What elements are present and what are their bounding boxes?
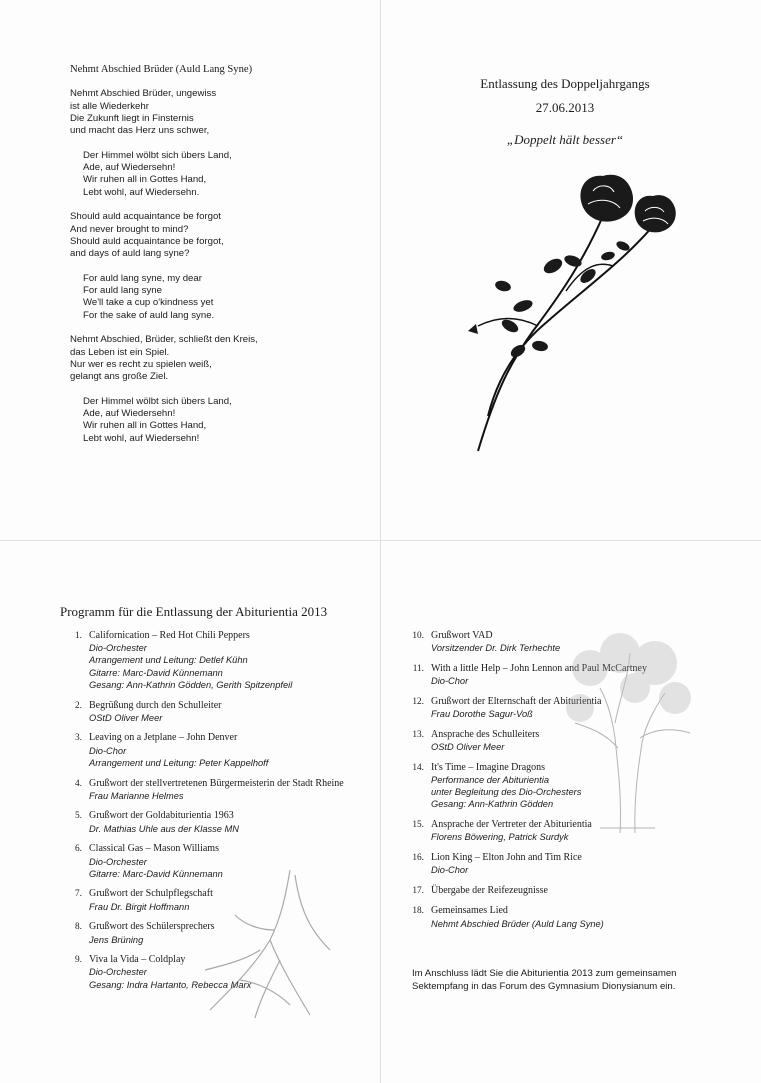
program-item-number: 17. xyxy=(412,885,424,896)
program-item-detail: unter Begleitung des Dio-Orchesters xyxy=(431,787,582,798)
lyric-line: Die Zukunft liegt in Finsternis xyxy=(70,112,194,124)
lyric-line: And never brought to mind? xyxy=(70,223,189,235)
closing-invitation: Im Anschluss lädt Sie die Abiturientia 2013 zum gemeinsamen Sektempfang in das Forum des Gymnasium Dionysianum ein. xyxy=(412,968,677,992)
program-item-title: Grußwort der Schulpflegschaft xyxy=(89,888,213,900)
program-item-detail: Dio-Orchester xyxy=(89,643,147,654)
lyric-line: Ade, auf Wiedersehn! xyxy=(83,162,176,174)
program-item-title: Übergabe der Reifezeugnisse xyxy=(431,884,548,896)
lyric-line: gelangt ans große Ziel. xyxy=(70,371,169,383)
lyric-line: Nehmt Abschied, Brüder, schließt den Kreis, xyxy=(70,334,258,346)
program-item-number: 16. xyxy=(412,852,424,863)
stanza xyxy=(70,211,370,260)
program-item-title: Ansprache der Vertreter der Abiturientia xyxy=(431,818,592,830)
lyric-line: For the sake of auld lang syne. xyxy=(83,309,215,321)
song-stanzas xyxy=(70,88,370,445)
cover-motto: „Doppelt hält besser“ xyxy=(506,132,624,147)
tree-sketch xyxy=(560,628,700,838)
lyric-line: und macht das Herz uns schwer, xyxy=(70,125,210,137)
roots-sketch xyxy=(200,870,350,1020)
program-item-detail: Frau Dorothe Sagur-Voß xyxy=(431,709,533,720)
program-item-detail: Arrangement und Leitung: Peter Kappelhoff xyxy=(89,757,269,768)
program-item-number: 1. xyxy=(75,631,82,641)
program-item-detail: Gesang: Indra Hartanto, Rebecca Marx xyxy=(89,979,252,990)
program-item xyxy=(62,732,374,769)
program-item-number: 2. xyxy=(75,700,82,711)
program-item-number: 4. xyxy=(75,778,82,789)
program-item-number: 14. xyxy=(412,762,424,773)
lyric-line: Nehmt Abschied Brüder, ungewiss xyxy=(70,88,217,100)
program-item-number: 18. xyxy=(412,906,424,917)
stanza xyxy=(70,396,370,445)
lyric-line: Ade, auf Wiedersehn! xyxy=(83,408,176,420)
program-item-detail: Dio-Orchester xyxy=(89,967,147,978)
program-item-title: Lion King – Elton John and Tim Rice xyxy=(431,851,582,863)
lyric-line: We'll take a cup o'kindness yet xyxy=(83,297,214,309)
program-item-number: 11. xyxy=(412,663,424,674)
song-title: Nehmt Abschied Brüder (Auld Lang Syne) xyxy=(70,64,253,75)
program-item xyxy=(404,852,724,876)
page-fold-vertical xyxy=(380,0,381,1083)
stanza xyxy=(70,88,370,137)
lyric-line: Should auld acquaintance be forgot xyxy=(70,211,221,223)
program-item-number: 8. xyxy=(75,922,82,933)
lyric-line: For auld lang syne xyxy=(83,285,162,297)
program-item-title: Gemeinsames Lied xyxy=(431,905,508,917)
program-item-detail: Gesang: Ann-Kathrin Gödden xyxy=(431,799,554,810)
cover-date: 27.06.2013 xyxy=(535,100,595,115)
program-item-title: Grußwort der stellvertretenen Bürgermeisterin der Stadt Rheine xyxy=(89,777,344,789)
program-item-number: 7. xyxy=(75,889,82,900)
song-lyrics xyxy=(70,64,370,457)
program-item-detail: Gesang: Ann-Kathrin Gödden, Gerith Spitzenpfeil xyxy=(89,679,293,690)
program-item-detail: Dio-Chor xyxy=(89,745,127,756)
lyric-line: Lebt wohl, auf Wiedersehn. xyxy=(83,186,200,198)
program-item-title: Grußwort VAD xyxy=(431,630,493,641)
program-item-detail: Arrangement und Leitung: Detlef Kühn xyxy=(89,655,248,666)
program-item-title: Grußwort der Elternschaft der Abiturientia xyxy=(431,695,602,707)
program-item-title: Viva la Vida – Coldplay xyxy=(89,954,186,966)
lyric-line: For auld lang syne, my dear xyxy=(83,272,202,284)
program-title: Programm für die Entlassung der Abiturientia 2013 xyxy=(60,604,328,619)
program-item-title: Begrüßung durch den Schulleiter xyxy=(89,699,222,711)
program-item-detail: Performance der Abiturientia xyxy=(431,774,549,785)
program-item-number: 10. xyxy=(412,631,424,641)
program-item-detail: Dr. Mathias Uhle aus der Klasse MN xyxy=(89,823,240,834)
cover-title: Entlassung des Doppeljahrgangs xyxy=(480,76,650,91)
lyric-line: Wir ruhen all in Gottes Hand, xyxy=(83,174,207,186)
page-fold-horizontal xyxy=(0,540,761,541)
program-item-title: Californication – Red Hot Chili Peppers xyxy=(89,630,250,641)
program-item-number: 13. xyxy=(412,729,424,740)
stanza xyxy=(70,334,370,383)
program-item-title: Ansprache des Schulleiters xyxy=(431,728,540,740)
program-item-title: Leaving on a Jetplane – John Denver xyxy=(89,732,238,744)
program-item xyxy=(62,778,374,802)
lyric-line: Should auld acquaintance be forgot, xyxy=(70,235,224,247)
lyric-line: Lebt wohl, auf Wiedersehn! xyxy=(83,432,200,444)
program-item-number: 3. xyxy=(75,733,82,744)
program-item-detail: Frau Dr. Birgit Hoffmann xyxy=(89,901,190,912)
program-item-number: 12. xyxy=(412,696,424,707)
lyric-line: Der Himmel wölbt sich übers Land, xyxy=(83,149,232,161)
rose-illustration xyxy=(448,166,698,456)
program-item xyxy=(404,885,724,897)
cover xyxy=(400,66,730,148)
program-item-title: With a little Help – John Lennon and Paul McCartney xyxy=(431,662,647,674)
program-item-detail: Florens Böwering, Patrick Surdyk xyxy=(431,832,569,843)
stanza xyxy=(70,150,370,199)
program-item-detail: Dio-Chor xyxy=(431,865,469,876)
program-item-number: 5. xyxy=(75,811,82,822)
program-item-detail: Vorsitzender Dr. Dirk Terhechte xyxy=(431,643,561,654)
program-item-detail: Frau Marianne Helmes xyxy=(89,790,184,801)
stanza xyxy=(70,273,370,322)
lyric-line: Nur wer es recht zu spielen weiß, xyxy=(70,358,212,370)
program-item xyxy=(62,630,374,691)
program-item-detail: Gitarre: Marc-David Künnemann xyxy=(89,667,223,678)
program-item-detail: OStD Oliver Meer xyxy=(89,712,163,723)
program-item-detail: OStD Oliver Meer xyxy=(431,741,505,752)
program-item xyxy=(404,905,724,929)
program-item-title: Grußwort des Schülersprechers xyxy=(89,921,215,933)
program-item-number: 9. xyxy=(75,955,82,966)
program-item-detail: Dio-Chor xyxy=(431,676,469,687)
lyric-line: das Leben ist ein Spiel. xyxy=(70,346,170,358)
program-item-title: Classical Gas – Mason Williams xyxy=(89,843,219,855)
lyric-line: ist alle Wiederkehr xyxy=(70,100,149,112)
lyric-line: Der Himmel wölbt sich übers Land, xyxy=(83,395,232,407)
lyric-line: and days of auld lang syne? xyxy=(70,248,190,260)
program-item-detail: Jens Brüning xyxy=(89,934,144,945)
program-item-detail: Dio-Orchester xyxy=(89,856,147,867)
program-item xyxy=(62,810,374,834)
program-item-title: Grußwort der Goldabiturientia 1963 xyxy=(89,810,234,822)
program-item-number: 15. xyxy=(412,819,424,830)
program-item xyxy=(62,700,374,724)
program-item-title: It's Time – Imagine Dragons xyxy=(431,761,546,773)
program-item-detail: Nehmt Abschied Brüder (Auld Lang Syne) xyxy=(431,918,604,929)
program-item-detail: Gitarre: Marc-David Künnemann xyxy=(89,868,223,879)
lyric-line: Wir ruhen all in Gottes Hand, xyxy=(83,420,207,432)
program-item-number: 6. xyxy=(75,844,82,855)
